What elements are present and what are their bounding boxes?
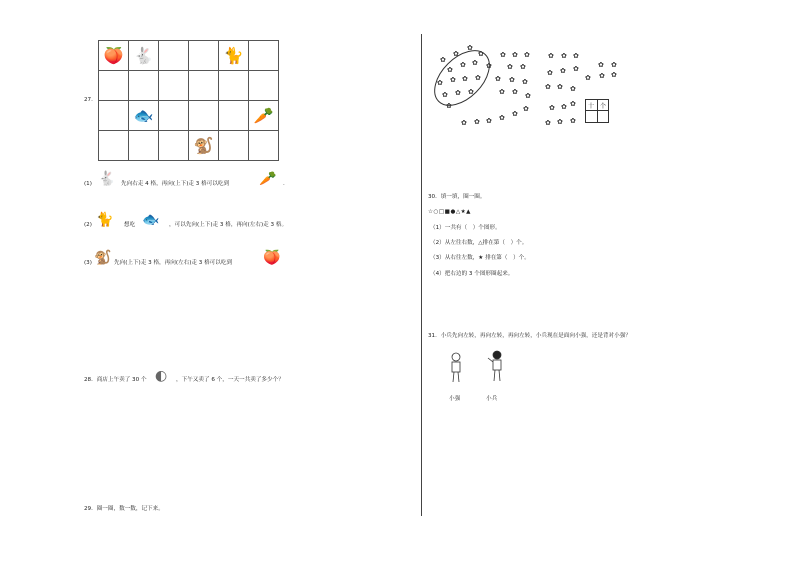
peach-icon: 🍑 bbox=[103, 45, 124, 65]
flower-icon: ✿ bbox=[611, 61, 617, 69]
q28-text2: ，下午又卖了 6 个，一天一共卖了多少个？ bbox=[176, 377, 284, 383]
flower-icon: ✿ bbox=[509, 76, 515, 84]
grid-cell bbox=[189, 131, 219, 161]
rabbit-icon: 🐇 bbox=[133, 45, 154, 65]
grid-cell bbox=[189, 41, 219, 71]
flower-icon: ✿ bbox=[475, 74, 481, 82]
grid-cell bbox=[249, 41, 279, 71]
q29-text: 29．圈一圈，数一数，记下来。 bbox=[84, 506, 164, 512]
radish-icon: 🥕 bbox=[259, 171, 277, 187]
grid-cell bbox=[129, 131, 159, 161]
rabbit-icon: 🐇 bbox=[98, 171, 116, 187]
flower-icon: ✿ bbox=[598, 61, 604, 69]
flower-icon: ✿ bbox=[442, 91, 448, 99]
q30-line2: （2）从左往右数，△排在第（ ）个。 bbox=[430, 240, 528, 246]
grid-cell bbox=[249, 131, 279, 161]
flower-icon: ✿ bbox=[524, 51, 530, 59]
flower-icon: ✿ bbox=[468, 88, 474, 96]
grid-cell bbox=[99, 101, 129, 131]
flower-icon: ✿ bbox=[561, 52, 567, 60]
grid-cell bbox=[219, 131, 249, 161]
flower-icon: ✿ bbox=[437, 79, 443, 87]
flower-icon: ✿ bbox=[440, 56, 446, 64]
flower-icon: ✿ bbox=[522, 78, 528, 86]
flower-icon: ✿ bbox=[573, 52, 579, 60]
q30-title: 30．填一填，圈一圈。 bbox=[428, 194, 486, 200]
peach-icon: 🍑 bbox=[263, 250, 281, 266]
q31-text: 31．小兵先向左转，再向左转，再向左转，小兵现在是面向小强，还是背对小强？ bbox=[428, 333, 631, 339]
flower-icon: ✿ bbox=[560, 67, 566, 75]
flower-icon: ✿ bbox=[545, 119, 551, 127]
tens-ones-box bbox=[585, 99, 609, 123]
flower-icon: ✿ bbox=[599, 72, 605, 80]
grid-cell bbox=[219, 71, 249, 101]
flower-icon: ✿ bbox=[570, 100, 576, 108]
tens-label: 十 bbox=[588, 103, 595, 110]
flower-icon: ✿ bbox=[547, 69, 553, 77]
flower-icon: ✿ bbox=[447, 66, 453, 74]
q27-grid bbox=[98, 40, 279, 161]
q27-item2-text1: 想吃 bbox=[124, 222, 136, 228]
flower-icon: ✿ bbox=[561, 103, 567, 111]
q30-shapes: ☆○□■●△★▲ bbox=[428, 209, 471, 215]
q27-number: 27. bbox=[84, 97, 93, 103]
q27-item2-num: (2) bbox=[84, 222, 92, 228]
flower-icon: ✿ bbox=[486, 62, 492, 70]
flower-icon: ✿ bbox=[507, 63, 513, 71]
fish-icon: 🐟 bbox=[142, 212, 160, 228]
q27-item3-num: (3) bbox=[84, 260, 92, 266]
cat-icon: 🐈 bbox=[96, 212, 114, 228]
flower-icon: ✿ bbox=[495, 75, 501, 83]
xiaobing-figure bbox=[487, 350, 505, 384]
grid-cell bbox=[99, 131, 129, 161]
flower-icon: ✿ bbox=[549, 104, 555, 112]
grid-cell bbox=[129, 101, 159, 131]
flower-icon: ✿ bbox=[474, 118, 480, 126]
flower-icon: ✿ bbox=[450, 76, 456, 84]
flower-icon: ✿ bbox=[455, 89, 461, 97]
flower-icon: ✿ bbox=[557, 118, 563, 126]
pie-icon: ◐ bbox=[155, 368, 168, 384]
grid-cell bbox=[189, 101, 219, 131]
ones-label: 个 bbox=[600, 103, 607, 110]
grid-cell bbox=[99, 71, 129, 101]
monkey-icon: 🐒 bbox=[193, 135, 214, 155]
flower-icon: ✿ bbox=[523, 105, 529, 113]
flower-icon: ✿ bbox=[486, 117, 492, 125]
column-divider bbox=[421, 34, 422, 516]
flower-icon: ✿ bbox=[570, 117, 576, 125]
flower-icon: ✿ bbox=[499, 114, 505, 122]
flower-icon: ✿ bbox=[520, 63, 526, 71]
grid-cell bbox=[159, 71, 189, 101]
q30-line3: （3）从右往左数，★ 排在第（ ）个。 bbox=[430, 255, 530, 261]
flower-icon: ✿ bbox=[500, 51, 506, 59]
flower-icon: ✿ bbox=[512, 51, 518, 59]
flower-icon: ✿ bbox=[548, 52, 554, 60]
grid-cell bbox=[129, 71, 159, 101]
flower-icon: ✿ bbox=[462, 75, 468, 83]
flower-icon: ✿ bbox=[460, 61, 466, 69]
grid-cell bbox=[159, 101, 189, 131]
grid-cell bbox=[189, 71, 219, 101]
flower-icon: ✿ bbox=[525, 92, 531, 100]
monkey-icon: 🐒 bbox=[94, 250, 112, 266]
flower-icon: ✿ bbox=[512, 88, 518, 96]
grid-cell bbox=[159, 41, 189, 71]
q30-line1: （1）一共有（ ）个图形。 bbox=[430, 225, 501, 231]
fish-icon: 🐟 bbox=[133, 105, 154, 125]
q28-text1: 28．商店上午卖了 30 个 bbox=[84, 377, 147, 383]
flower-icon: ✿ bbox=[461, 119, 467, 127]
flower-icon: ✿ bbox=[557, 83, 563, 91]
q27-item1-text: 先向右走 4 格，再向(上下)走 3 格可以吃到 bbox=[121, 181, 230, 187]
q30-line4: （4）把右边的 3 个图形圈起来。 bbox=[430, 271, 514, 277]
q27-item2-text2: ，可以先向(上下)走 3 格，再向(左右)走 3 格。 bbox=[169, 222, 288, 228]
radish-icon: 🥕 bbox=[253, 105, 274, 125]
cat-icon: 🐈 bbox=[223, 45, 244, 65]
q27-item3-text: 先向(上下)走 3 格，再向(左右)走 3 格可以吃到 bbox=[114, 260, 233, 266]
name-xiaoqiang: 小强 bbox=[449, 396, 461, 402]
flower-icon: ✿ bbox=[585, 74, 591, 82]
flower-icon: ✿ bbox=[446, 102, 452, 110]
grid-cell bbox=[159, 131, 189, 161]
grid-cell bbox=[219, 101, 249, 131]
grid-cell bbox=[99, 41, 129, 71]
q27-item1-end: . bbox=[283, 181, 285, 187]
grid-cell bbox=[219, 41, 249, 71]
flower-icon: ✿ bbox=[499, 88, 505, 96]
flower-icon: ✿ bbox=[453, 50, 459, 58]
flower-icon: ✿ bbox=[512, 110, 518, 118]
grid-cell bbox=[249, 101, 279, 131]
flower-icon: ✿ bbox=[467, 44, 473, 52]
flower-icon: ✿ bbox=[472, 59, 478, 67]
flower-icon: ✿ bbox=[478, 50, 484, 58]
flower-icon: ✿ bbox=[573, 65, 579, 73]
flower-icon: ✿ bbox=[545, 83, 551, 91]
flower-icon: ✿ bbox=[570, 85, 576, 93]
q27-item1-num: (1) bbox=[84, 181, 92, 187]
name-xiaobing: 小兵 bbox=[486, 396, 498, 402]
xiaoqiang-figure bbox=[448, 352, 464, 384]
grid-cell bbox=[249, 71, 279, 101]
grid-cell bbox=[129, 41, 159, 71]
flower-icon: ✿ bbox=[611, 71, 617, 79]
